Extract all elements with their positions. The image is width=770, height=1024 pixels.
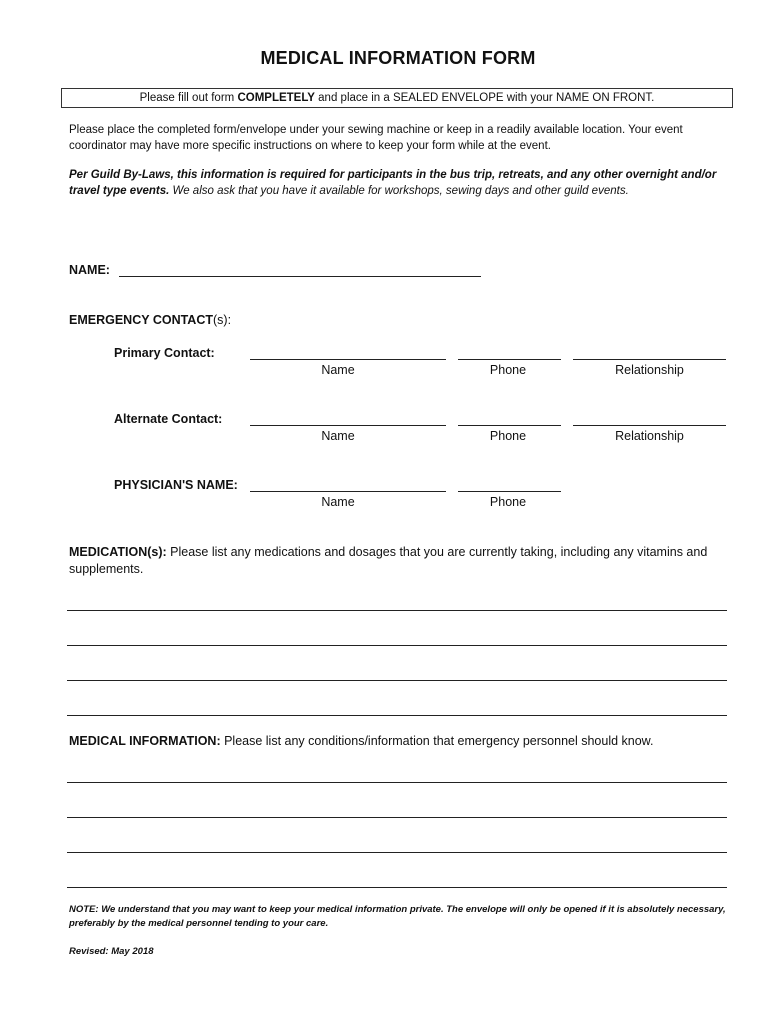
revised-date: Revised: May 2018 xyxy=(69,946,154,957)
medications-label: MEDICATION(s): xyxy=(69,545,167,559)
medications-line-3[interactable] xyxy=(67,680,727,681)
intro-paragraph: Please place the completed form/envelope under your sewing machine or keep in a readily available location. Your event coordinator may have more specific instructions on where to keep your form while at the event. xyxy=(69,124,683,152)
instruction-box xyxy=(61,88,733,108)
medications-line-4[interactable] xyxy=(67,715,727,716)
bylaws-paragraph xyxy=(69,168,726,199)
physician-name-caption: Name xyxy=(321,495,355,509)
physician-phone-line[interactable] xyxy=(458,478,561,492)
name-label: NAME: xyxy=(69,263,110,277)
privacy-note: NOTE: We understand that you may want to keep your medical information private. The envelope will only be opened if it is absolutely necessary, preferably by the medical personnel tending to your care. xyxy=(69,904,726,929)
alternate-contact-label: Alternate Contact: xyxy=(114,412,223,426)
alternate-relationship-caption: Relationship xyxy=(615,429,684,443)
primary-phone-caption: Phone xyxy=(489,363,527,377)
instruction-text-2: and place in a SEALED ENVELOPE with your NAME ON FRONT. xyxy=(314,92,655,104)
alternate-phone-line[interactable] xyxy=(458,412,561,426)
form-title: MEDICAL INFORMATION FORM xyxy=(260,48,536,68)
alternate-name-line[interactable] xyxy=(250,412,446,426)
bylaws-bold-text: Per Guild By-Laws, this information is required for participants in the bus trip, retreats, and any other overnight and/or travel type events. xyxy=(69,169,717,197)
medical-info-section xyxy=(69,734,726,748)
alternate-relationship-line[interactable] xyxy=(573,412,726,426)
primary-relationship-caption: Relationship xyxy=(615,363,684,377)
primary-name-line[interactable] xyxy=(250,346,446,360)
medications-instructions: Please list any medications and dosages that you are currently taking, including any vitamins and supplements. xyxy=(69,545,708,576)
medical-info-line-1[interactable] xyxy=(67,782,727,783)
emergency-contact-suffix: (s): xyxy=(213,313,232,327)
physician-name-line[interactable] xyxy=(250,478,446,492)
emergency-contact-label: EMERGENCY CONTACT xyxy=(69,313,213,327)
physician-phone-caption: Phone xyxy=(489,495,527,509)
alternate-phone-caption: Phone xyxy=(489,429,527,443)
primary-phone-line[interactable] xyxy=(458,346,561,360)
bylaws-rest-text: We also ask that you have it available for workshops, sewing days and other guild events. xyxy=(169,184,629,197)
alternate-name-caption: Name xyxy=(321,429,355,443)
physician-name-label: PHYSICIAN'S NAME: xyxy=(114,478,238,492)
primary-contact-label: Primary Contact: xyxy=(114,346,215,360)
medical-info-line-2[interactable] xyxy=(67,817,727,818)
medications-line-1[interactable] xyxy=(67,610,727,611)
primary-name-caption: Name xyxy=(321,363,355,377)
instruction-text-1: Please fill out form xyxy=(139,92,238,104)
medical-info-line-3[interactable] xyxy=(67,852,727,853)
medical-info-instructions: Please list any conditions/information that emergency personnel should know. xyxy=(220,734,654,748)
primary-relationship-line[interactable] xyxy=(573,346,726,360)
emergency-contact-heading xyxy=(69,313,231,327)
instruction-emphasis: COMPLETELY xyxy=(237,92,315,104)
medications-line-2[interactable] xyxy=(67,645,727,646)
name-field-line[interactable] xyxy=(119,263,481,277)
medications-section xyxy=(69,544,726,577)
medical-info-line-4[interactable] xyxy=(67,887,727,888)
medical-info-label: MEDICAL INFORMATION: xyxy=(69,734,221,748)
